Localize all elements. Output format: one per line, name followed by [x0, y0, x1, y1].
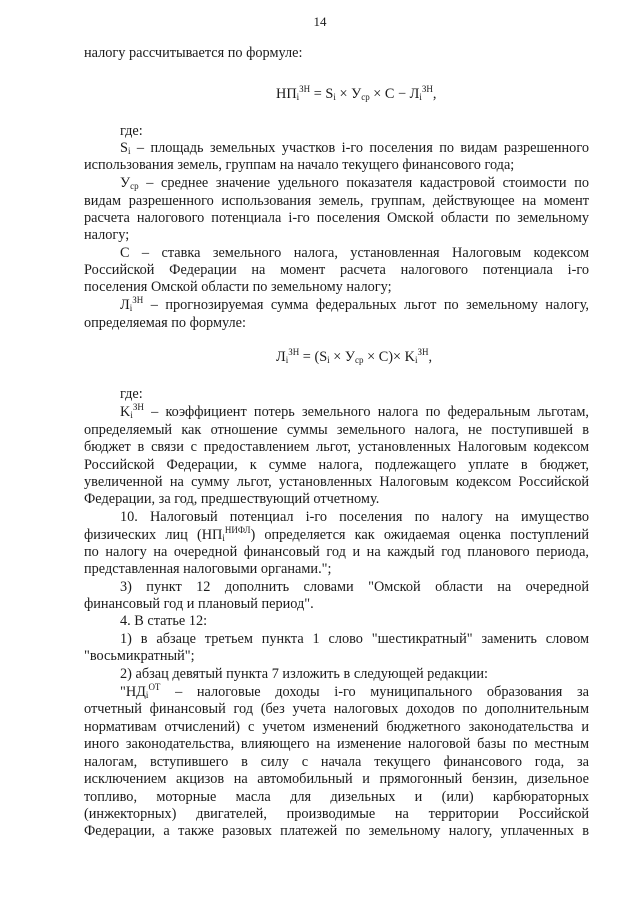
nd-definition-line: нормативам отчислений) с учетом изменений бюджетного законодательства и [84, 719, 589, 735]
nd-definition-line: топливо, моторные масла для дизельных и (или) карбюраторных [84, 789, 589, 805]
k-definition-line: увеличенной на сумму льгот, установленных Налоговым кодексом Российской [84, 474, 589, 490]
paragraph-10-line: 10. Налоговый потенциал i-го поселения по налогу на имущество [120, 509, 589, 525]
formula-benefits: $Л_i^{ЗН} = (S_i \times У_{ср} \times C)\times K_i^{ЗН}$, [276, 347, 433, 365]
s-definition-line: использования земель, группам на начало текущего финансового года; [84, 157, 515, 173]
nd-definition-line: отчетный финансовый год (без учета налоговых доходов по дополнительным [84, 701, 589, 717]
item-3-line: финансовый год и плановый период". [84, 596, 314, 612]
u-definition-line: налогу; [84, 227, 130, 243]
paragraph-10-line: по налогу на очередной финансовый год и на каждый год планового периода, [84, 544, 589, 560]
nd-definition-line: (инжекторных) двигателей, производимые на территории Российской [84, 806, 589, 822]
c-definition-line: С – ставка земельного налога, установленная Налоговым кодексом [120, 245, 589, 261]
k-definition-line: бюджет в связи с предоставлением льгот, установленных Налоговым кодексом [84, 439, 589, 455]
k-definition-line: $K_i^{ЗН}$ – коэффициент потерь земельного налога по федеральным льготам, [120, 402, 589, 420]
nd-definition-line: "$НД_i^{ОТ}$ – налоговые доходы i-го муниципального образования за [120, 682, 589, 700]
article-12-heading: 4. В статье 12: [120, 613, 208, 629]
l-definition-line: $Л_i^{ЗН}$ – прогнозируемая сумма федеральных льгот по земельному налогу, [120, 295, 589, 313]
k-definition-line: определяемый как отношение суммы земельного налога, не поступившей в [84, 422, 589, 438]
formula-tax-potential: $НП_i^{ЗН} = S_i \times У_{ср} \times C - Л_i^{ЗН}$, [276, 84, 437, 102]
page-number: 14 [313, 14, 327, 29]
article-12-item-1: "восьмикратный"; [84, 648, 195, 664]
nd-definition-line: исключением акцизов на автомобильный и прямогонный бензин, дизельное [84, 771, 589, 787]
intro-line: налогу рассчитывается по формуле: [84, 45, 303, 61]
s-definition-line: $S_i$ – площадь земельных участков i-го поселения по видам разрешенного [120, 140, 589, 156]
item-3-line: 3) пункт 12 дополнить словами "Омской области на очередной [120, 579, 589, 595]
where-label: где: [120, 123, 143, 139]
nd-definition-line: иного законодательства, влияющего на изменение налоговой базы по местным [84, 736, 589, 752]
k-definition-line: Федерации, за год, предшествующий отчетному. [84, 491, 380, 507]
article-12-item-1: 1) в абзаце третьем пункта 1 слово "шестикратный" заменить словом [120, 631, 589, 647]
nd-definition-line: налогам, вступившего в силу с начала текущего финансового года, за [84, 754, 589, 770]
where-label: где: [120, 386, 143, 402]
u-definition-line: видам разрешенного использования земель, группам, действующее на момент [84, 193, 589, 209]
u-definition-line: расчета налогового потенциала i-го поселения Омской области по земельному [84, 210, 589, 226]
paragraph-10-line: представленная налоговыми органами."; [84, 561, 332, 577]
paragraph-10-line: физических лиц $(НП_i^{НИФЛ})$ определяется как ожидаемая оценка поступлений [84, 525, 589, 543]
k-definition-line: Российской Федерации, к сумме налога, подлежащего уплате в бюджет, [84, 457, 589, 473]
article-12-item-2: 2) абзац девятый пункта 7 изложить в следующей редакции: [120, 666, 488, 682]
u-definition-line: $У_{ср}$ – среднее значение удельного показателя кадастровой стоимости по [120, 175, 589, 191]
c-definition-line: поселения Омской области по земельному налогу; [84, 279, 392, 295]
nd-definition-line: Федерации, а также разовых платежей по земельному налогу, уплаченных в [84, 823, 589, 839]
l-definition-line: определяемая по формуле: [84, 315, 246, 331]
c-definition-line: Российской Федерации на момент расчета налогового потенциала i-го [84, 262, 589, 278]
